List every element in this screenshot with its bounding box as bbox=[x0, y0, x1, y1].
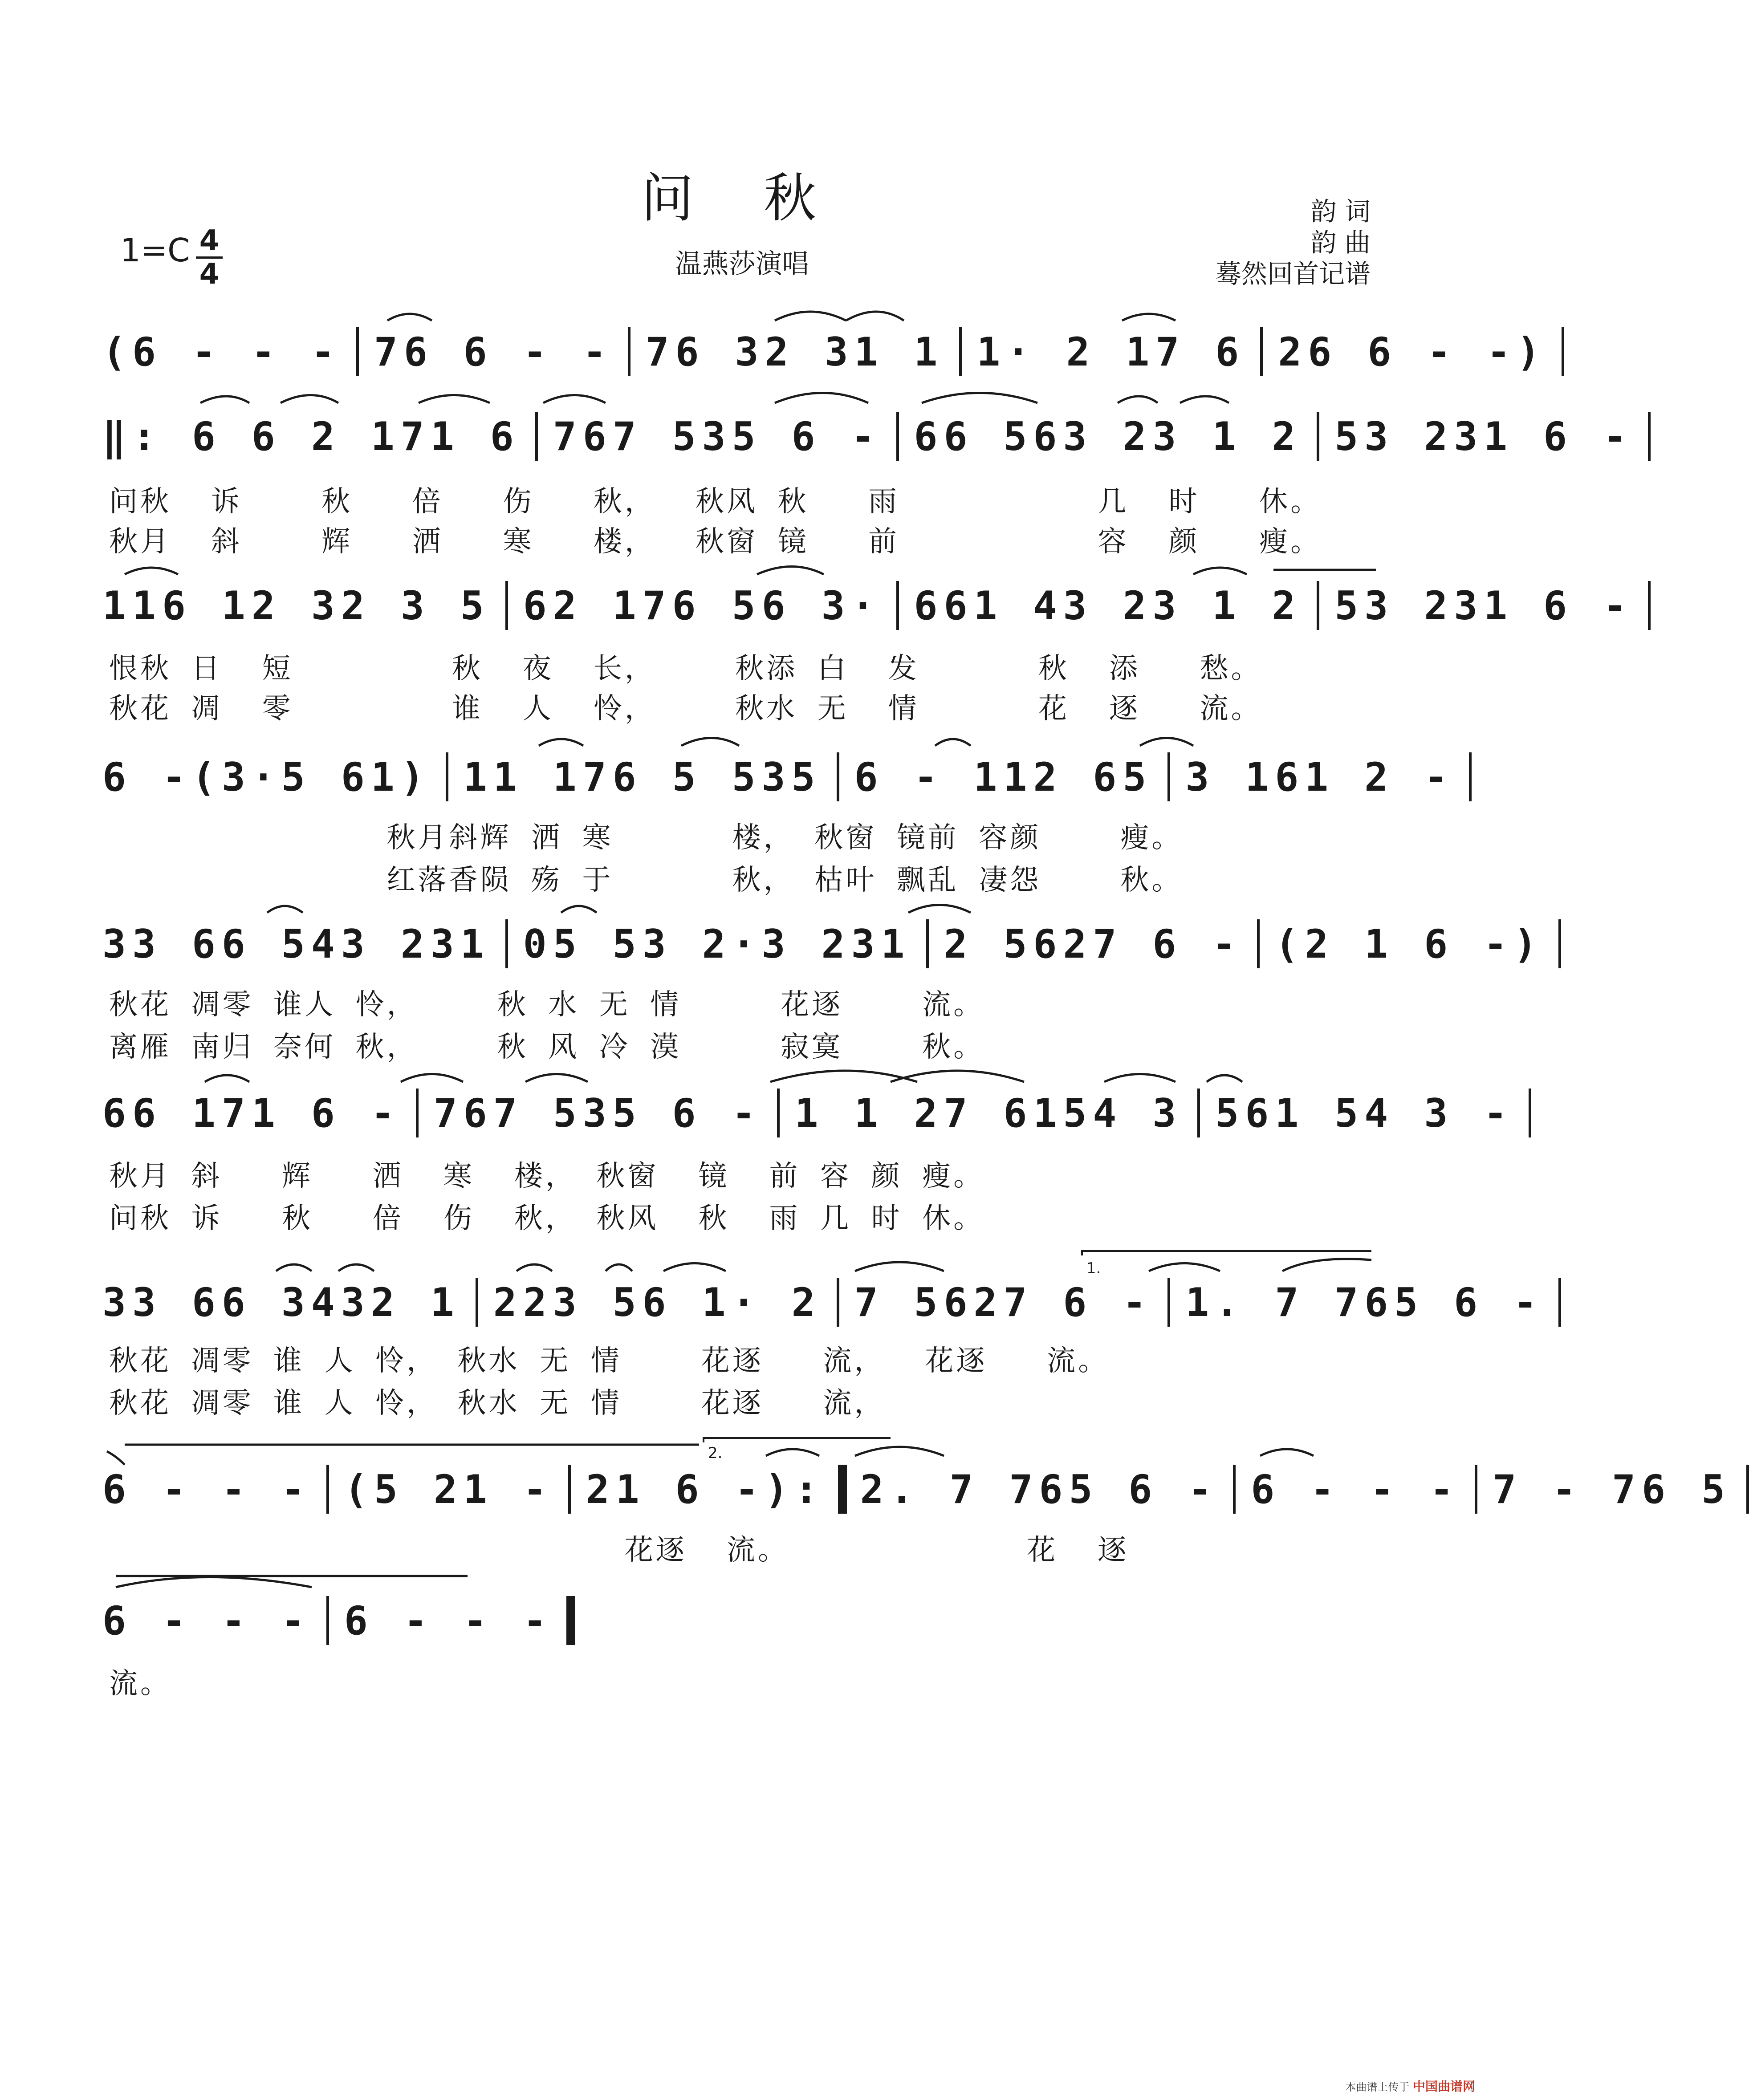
measure: ‖: 6 6 2 171 6 bbox=[102, 413, 520, 459]
measure: 33 66 543 231 bbox=[102, 921, 490, 967]
measure: 2 5627 6 - bbox=[944, 921, 1242, 967]
measure: 66 171 6 - bbox=[102, 1090, 401, 1136]
transcriber: 蓦然回首记谱 bbox=[1215, 259, 1371, 289]
measure: 7 5627 6 - bbox=[854, 1279, 1153, 1325]
measure: (2 1 6 -) bbox=[1275, 921, 1544, 967]
measure: 1. 7 765 6 - bbox=[1185, 1279, 1544, 1325]
measure: 6 - 112 65 bbox=[854, 754, 1153, 800]
measure: 223 56 1· 2 bbox=[493, 1279, 822, 1325]
measure: 11 176 5 535 bbox=[463, 754, 822, 800]
measure: 3 161 2 - bbox=[1185, 754, 1454, 800]
measure: 53 231 6 - bbox=[1334, 582, 1633, 629]
lyric-line: 流。 bbox=[109, 1667, 171, 1700]
measure: 76 32 31 1 bbox=[645, 329, 944, 375]
lyric-line: 秋月 斜 辉 洒 寒 楼， 秋窗 镜 前 容 颜 瘦。 bbox=[109, 525, 1322, 558]
lyric-line: 恨秋 日 短 秋 夜 长， 秋添 白 发 秋 添 愁。 bbox=[109, 652, 1262, 685]
footer-site: 中国曲谱网 bbox=[1412, 2079, 1475, 2094]
lyric-line: 花逐 流。 花 逐 bbox=[109, 1534, 1129, 1567]
footer-text: 本曲谱上传于 bbox=[1345, 2081, 1410, 2093]
lyric-line: 秋月斜辉 洒 寒 楼， 秋窗 镜前 容颜 瘦。 bbox=[109, 821, 1183, 854]
measure: 6 - - - bbox=[102, 1466, 311, 1512]
measure: 76 6 - - bbox=[374, 329, 613, 375]
footer-watermark bbox=[1345, 2077, 1475, 2095]
lyric-line: 离雁 南归 奈何 秋， 秋 风 冷 漠 寂寞 秋。 bbox=[109, 1031, 985, 1064]
measure: 6 -(3·5 61) bbox=[102, 754, 431, 800]
measure: 6 - - - bbox=[102, 1597, 311, 1644]
key-signature: 1=C bbox=[120, 232, 190, 269]
singer-credit: 温燕莎演唱 bbox=[675, 248, 809, 280]
measure: (5 21 - bbox=[344, 1466, 553, 1512]
svg-text:1.: 1. bbox=[1086, 1259, 1101, 1277]
measure: (6 - - - bbox=[102, 329, 341, 375]
measure: 1· 2 17 6 bbox=[976, 329, 1245, 375]
measure: 66 563 23 1 2 bbox=[914, 413, 1302, 459]
time-signature-top: 4 bbox=[199, 224, 220, 257]
composer: 韵 曲 bbox=[1310, 227, 1371, 258]
measure: 7 - 76 5 bbox=[1493, 1466, 1732, 1512]
measure: 116 12 32 3 5 bbox=[102, 582, 490, 629]
measure: 62 176 56 3· bbox=[523, 582, 881, 629]
lyric-line: 秋花 凋零 谁人 怜， 秋 水 无 情 花逐 流。 bbox=[109, 988, 985, 1021]
measure: 21 6 -): bbox=[586, 1466, 825, 1512]
measure: 661 43 23 1 2 bbox=[914, 582, 1302, 629]
lyric-line: 秋花 凋零 谁 人 怜， 秋水 无 情 花逐 流， 花逐 流。 bbox=[109, 1344, 1110, 1377]
measure: 05 53 2·3 231 bbox=[523, 921, 911, 967]
lyric-line: 问秋 诉 秋 倍 伤 秋， 秋风 秋 雨 几 时 休。 bbox=[109, 485, 1322, 518]
measure: 33 66 3432 1 bbox=[102, 1279, 460, 1325]
measure: 1 1 27 6154 3 bbox=[794, 1090, 1183, 1136]
lyric-line: 问秋 诉 秋 倍 伤 秋， 秋风 秋 雨 几 时 休。 bbox=[109, 1202, 985, 1235]
measure: 6 - - - bbox=[344, 1597, 553, 1644]
lyricist: 韵 词 bbox=[1310, 196, 1371, 227]
measure: 2. 7 765 6 - bbox=[860, 1466, 1218, 1512]
time-signature-bottom: 4 bbox=[199, 258, 220, 291]
measure: 767 535 6 - bbox=[553, 413, 881, 459]
measure: 26 6 - -) bbox=[1278, 329, 1547, 375]
lyric-line: 秋花 凋 零 谁 人 怜， 秋水 无 情 花 逐 流。 bbox=[109, 692, 1262, 725]
measure: 53 231 6 - bbox=[1334, 413, 1633, 459]
lyric-line: 红落香陨 殇 于 秋， 枯叶 飘乱 凄怨 秋。 bbox=[109, 864, 1183, 897]
lyric-line: 秋花 凋零 谁 人 怜， 秋水 无 情 花逐 流， bbox=[109, 1387, 886, 1420]
svg-text:2.: 2. bbox=[708, 1444, 723, 1462]
measure: 561 54 3 - bbox=[1215, 1090, 1514, 1136]
measure: 6 - - - bbox=[1251, 1466, 1460, 1512]
song-title: 问 秋 bbox=[641, 167, 843, 229]
lyric-line: 秋月 斜 辉 洒 寒 楼， 秋窗 镜 前 容 颜 瘦。 bbox=[109, 1160, 985, 1193]
measure: 767 535 6 - bbox=[433, 1090, 762, 1136]
